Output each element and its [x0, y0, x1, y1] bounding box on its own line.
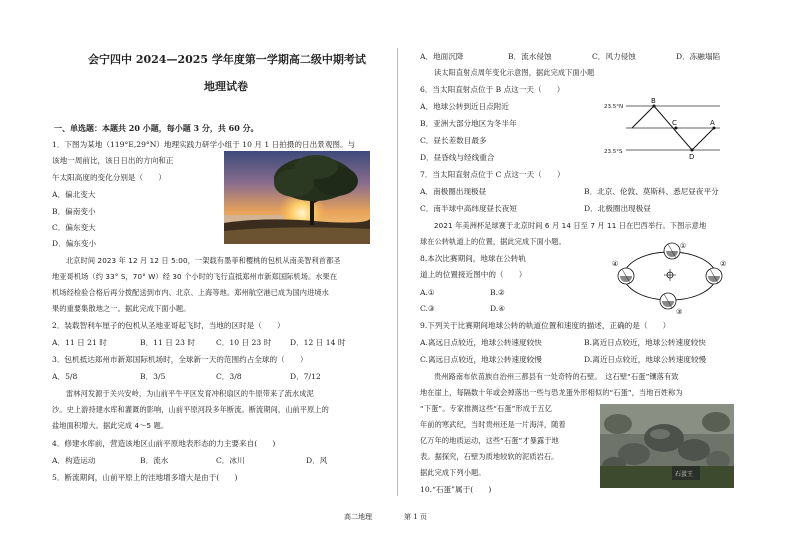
q4-option-a[interactable]: A．构造运动	[52, 456, 96, 465]
exam-subtitle: 地理试卷	[204, 80, 248, 93]
q6-stem: 6．当太阳直射点位于 B 点这一天（ ）	[420, 85, 565, 94]
q9-stem: 9.下列关于比赛期间地球公转的轨道位置和速度的描述，正确的是（ ）	[420, 321, 671, 330]
orbit-label-2: ②	[720, 260, 727, 268]
q8-option-b[interactable]: B.②	[490, 288, 505, 297]
q7-option-b[interactable]: B．北京、伦敦、莫斯科、悉尼昼夜平分	[584, 187, 719, 196]
material5-line3: “下蛋”。专家推测这些“石蛋”形成于五亿	[420, 404, 552, 413]
q6-option-d[interactable]: D．昼昏线与经线重合	[420, 153, 495, 162]
q1-stem-line2: 该地一周前比，该日日出的方向和正	[52, 156, 174, 165]
q4-option-d[interactable]: D．风	[306, 456, 328, 465]
material1-line1: 北京时间 2023 年 12 月 12 日 5:00，一架载有墨菲和樱桃的包机从南美智利首都圣	[66, 256, 341, 265]
lat-south-label: 23.5°S	[604, 149, 623, 155]
footer-subject: 高二地理	[344, 513, 372, 521]
orbit-label-3: ③	[676, 308, 683, 316]
material5-line6: 表。据探究，石壁为质地较软的泥质岩石。	[420, 452, 559, 461]
q2-option-a[interactable]: A．11 日 21 时	[52, 338, 107, 347]
q5-option-d[interactable]: D．冻融塌陷	[676, 52, 721, 61]
q5-option-c[interactable]: C．风力侵蚀	[592, 52, 636, 61]
q6-option-b[interactable]: B．亚洲大部分地区为冬半年	[420, 119, 517, 128]
q7-option-c[interactable]: C．南半球中高纬度昼长夜短	[420, 204, 517, 213]
q4-option-b[interactable]: B．流水	[140, 456, 169, 465]
earth-left	[618, 268, 634, 284]
earth-right	[706, 268, 722, 284]
material2-line1: 雷林河发源于关兴安岭，为山前平牛平区发育冲积扇区的牛原带来了流水成泥	[66, 389, 314, 398]
q6-option-a[interactable]: A．地球公转到近日点附近	[420, 102, 510, 111]
point-b-label: B	[651, 97, 656, 105]
orbit-label-1: ①	[680, 242, 687, 250]
point-a-label: A	[710, 119, 715, 127]
q1-option-d[interactable]: D．偏东变小	[52, 239, 97, 248]
q7-option-a[interactable]: A．南极圈出现极昼	[420, 187, 487, 196]
q9-option-a[interactable]: A.离远日点较近，地球公转速度较快	[420, 338, 542, 347]
q9-option-c[interactable]: C.离远日点较近，地球公转速度较慢	[420, 355, 542, 364]
q1-stem-line3: 午太阳高度的变化分别是（ ）	[52, 173, 166, 182]
orbit-label-4: ④	[612, 260, 619, 268]
material5-line2: 地在崖上，每隔数十年或会掉落出一些与恐龙蛋外形相似的“石蛋”，当地百姓称为	[420, 388, 683, 397]
earth-orbit-diagram	[612, 238, 732, 316]
section-heading: 一、单选题：本题共 20 小题，每小题 3 分，共 60 分。	[54, 123, 259, 133]
point-c-label: C	[672, 119, 677, 127]
q3-stem: 3．包机抵达郑州市新郑国际机场时，全球新一天的范围约占全球的（ ）	[52, 355, 308, 364]
sunrise-photo	[224, 151, 370, 244]
q8-stem-line1: 8.本次比赛期间，地球在公转轨	[420, 254, 526, 263]
q3-option-c[interactable]: C．3/8	[216, 372, 242, 381]
q2-option-d[interactable]: D．12 日 14 时	[290, 338, 346, 347]
q10-stem: 10.“石蛋”属于( )	[420, 485, 492, 494]
material1-line2: 地亚哥机场（约 33° S，70° W）经 30 个小时的飞行直抵郑州市新郑国际机场。水果在	[52, 272, 338, 281]
sun-direct-point-chart	[604, 96, 724, 162]
q7-stem: 7．当太阳直射点位于 C 点这一天（ ）	[420, 170, 565, 179]
q2-stem: 2．装载智利车厘子的包机从圣地亚哥起飞时，当地的区时是（ ）	[52, 321, 285, 330]
material3-line1: 读太阳直射点周年变化示意图，据此完成下面小题	[434, 68, 595, 77]
point-d-label: D	[689, 153, 695, 161]
q9-option-b[interactable]: B.离近日点较近，地球公转速度较快	[584, 338, 706, 347]
q1-stem-line1: 1．下图为某地（119°E,29°N）地理实践力研学小组于 10 月 1 日拍摄的日出景观图。与	[52, 140, 356, 149]
q3-option-b[interactable]: B．3/5	[140, 372, 166, 381]
material4-line1: 2021 年美洲杯足球赛于北京时间 6 月 14 日至 7 月 11 日在巴西举行。下图示意地	[434, 221, 707, 230]
q1-option-b[interactable]: B．偏南变小	[52, 207, 96, 216]
q4-option-c[interactable]: C．冰川	[216, 456, 245, 465]
exam-title: 会宁四中 2024—2025 学年度第一学期高二级中期考试	[88, 53, 366, 66]
material1-line3: 机场经检验合格后再分拨配送到市内、北京、上海等地。郑州航空港已成为国内进境水	[52, 288, 329, 297]
q8-option-d[interactable]: D.④	[490, 304, 506, 313]
footer-page: 第 1 页	[404, 513, 427, 521]
lat-north-label: 23.5°N	[604, 104, 624, 110]
material2-line3: 盐地面积增大。据此完成 4～5 题。	[52, 421, 169, 430]
q2-option-b[interactable]: B．11 日 23 时	[140, 338, 195, 347]
q3-option-d[interactable]: D．7/12	[290, 372, 321, 381]
material2-line2: 沙。史上游持建水库和灌溉的影响，山前平原河段多年断流。断流期间，山前平原上的	[52, 405, 329, 414]
stone-egg-photo	[600, 404, 734, 488]
material1-line4: 果的重要集散地之一。据此完成下面小题。	[52, 304, 191, 313]
material5-line7: 据此完成下列小题。	[420, 468, 486, 477]
material4-line2: 球在公转轨道上的位置，据此完成下面小题。	[420, 237, 566, 246]
q5-option-a[interactable]: A．地面沉降	[420, 52, 464, 61]
q5-option-b[interactable]: B．流水侵蚀	[508, 52, 552, 61]
material5-line5: 亿万年的地质运动，这些“石蛋”才暴露于地	[420, 436, 559, 445]
q6-option-c[interactable]: C．昼长差数目最多	[420, 136, 487, 145]
q9-option-d[interactable]: D.离近日点较近，地球公转速度较慢	[584, 355, 707, 364]
earth-bottom	[660, 293, 676, 309]
material5-line4: 年前的寒武纪，当时贵州还是一片海洋，随着	[420, 420, 566, 429]
q8-option-a[interactable]: A.①	[420, 288, 435, 297]
column-divider	[397, 48, 398, 496]
q7-option-d[interactable]: D．北极圈出现极昼	[584, 204, 651, 213]
q1-option-a[interactable]: A．偏北变大	[52, 190, 96, 199]
q3-option-a[interactable]: A．5/8	[52, 372, 78, 381]
material5-line1: 贵州路南布依苗族自治州三都县有一处奇特的石壁。 这石壁“石蛋”镶落有致	[434, 372, 679, 381]
q4-stem: 4．修建水库前，营造该地区山前平原地表形态的力主要来自( )	[52, 439, 276, 448]
earth-top	[664, 243, 680, 259]
q8-option-c[interactable]: C.③	[420, 304, 435, 313]
q5-stem: 5．断流期间，山前平原上的洼地增多增大是由于( )	[52, 473, 238, 482]
photo-sign: 石蛋王	[675, 471, 694, 478]
q2-option-c[interactable]: C．10 日 23 时	[216, 338, 272, 347]
q8-stem-line2: 道上的位置接近图中的（ ）	[420, 270, 527, 279]
q1-option-c[interactable]: C．偏东变大	[52, 223, 96, 232]
